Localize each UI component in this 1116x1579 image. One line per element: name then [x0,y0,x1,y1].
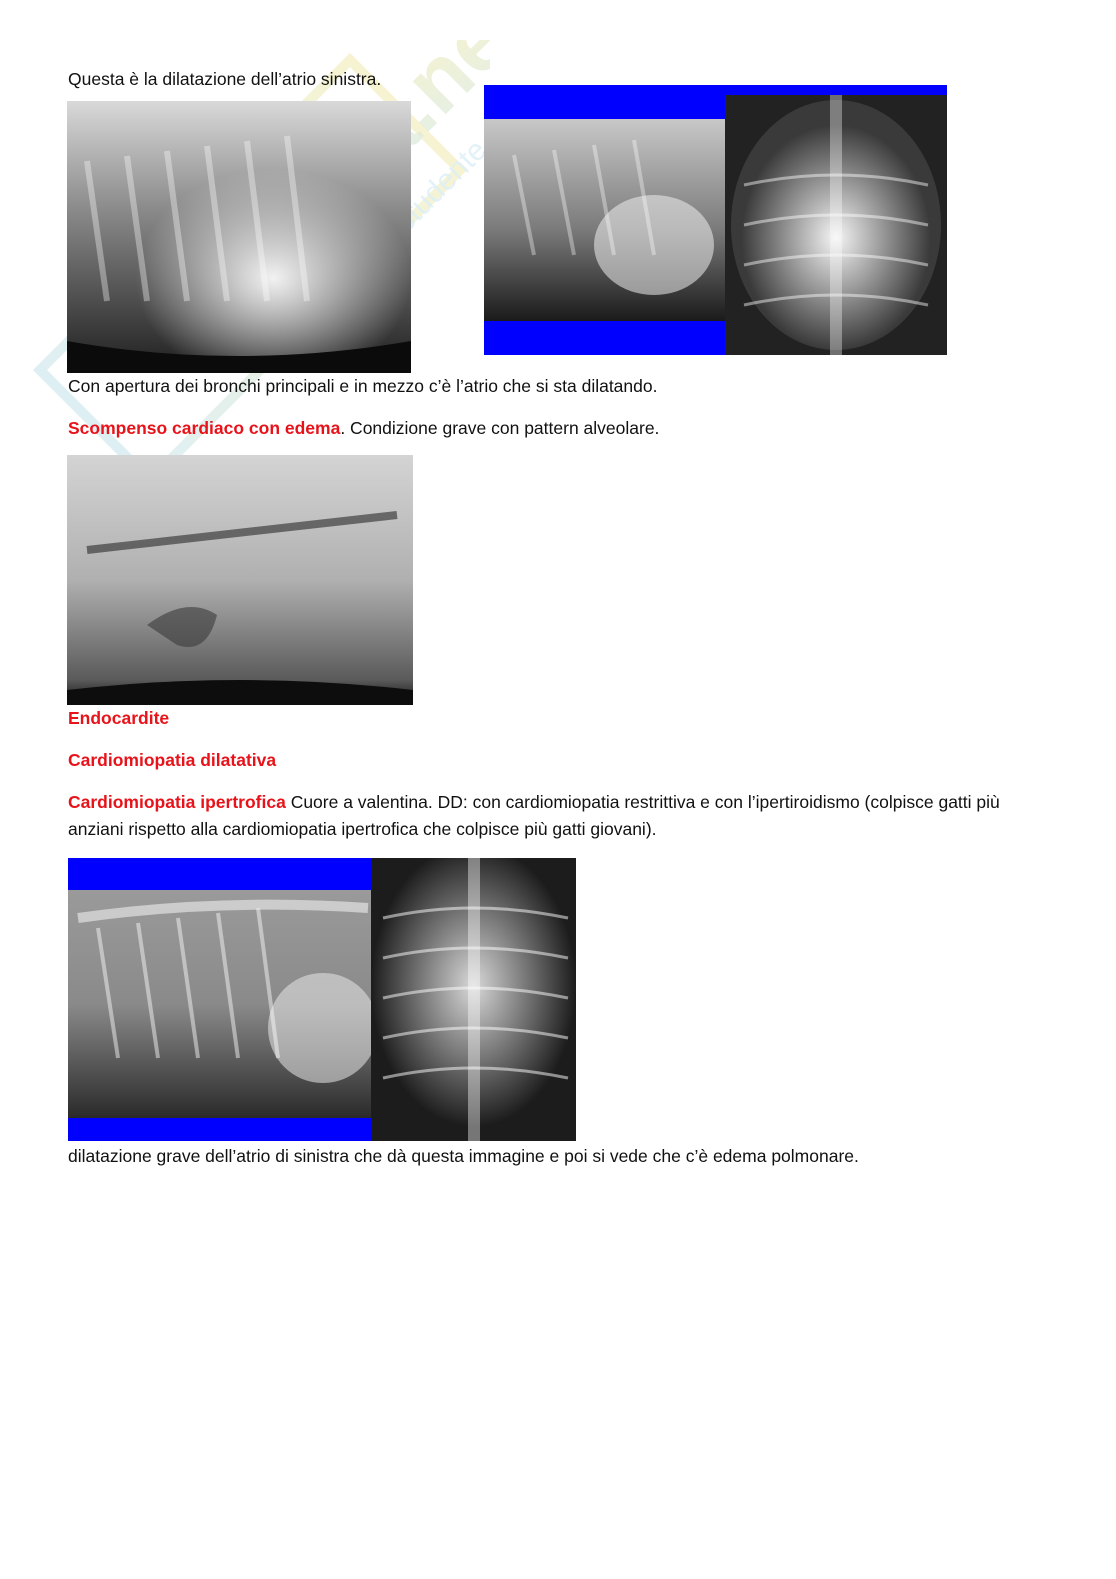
caption-bronchi: Con apertura dei bronchi principali e in mezzo c’è l’atrio che si sta dilatando. [68,376,658,396]
heading-hypertrophic-cardiomyopathy: Cardiomiopatia ipertrofica [68,792,286,812]
section-hypertrophic-cm [68,789,1043,843]
xray-left-atrium-lateral [67,101,411,373]
caption-left-atrium: Questa è la dilatazione dell’atrio sinistra. [68,69,382,89]
xray-edema-lateral [67,455,413,705]
section-endocarditis [68,705,169,732]
caption-severe-dilatation: dilatazione grave dell’atrio di sinistra che dà questa immagine e poi si vede che c’è edema polmonare. [68,1146,859,1166]
heading-dilated-cardiomyopathy: Cardiomiopatia dilatativa [68,750,277,770]
xray-pair-hypertrophic [68,858,576,1141]
watermark-tagline: studente [388,133,490,239]
heading-heart-failure: Scompenso cardiaco con edema [68,418,341,438]
section-dilated-cm [68,747,276,774]
hypertrophic-text: Cuore a valentina. DD: con cardiomiopatia restrittiva e con l’ipertiroidismo (colpisce gatti più anziani rispetto alla cardiomiopatia ipertrofica che colpisce più gatti giovani). [68,792,1000,839]
heading-endocarditis: Endocardite [68,708,170,728]
section-heart-failure [68,415,659,442]
xray-pair-lateral-dv [484,85,947,355]
heart-failure-text: . Condizione grave con pattern alveolare. [340,418,660,438]
